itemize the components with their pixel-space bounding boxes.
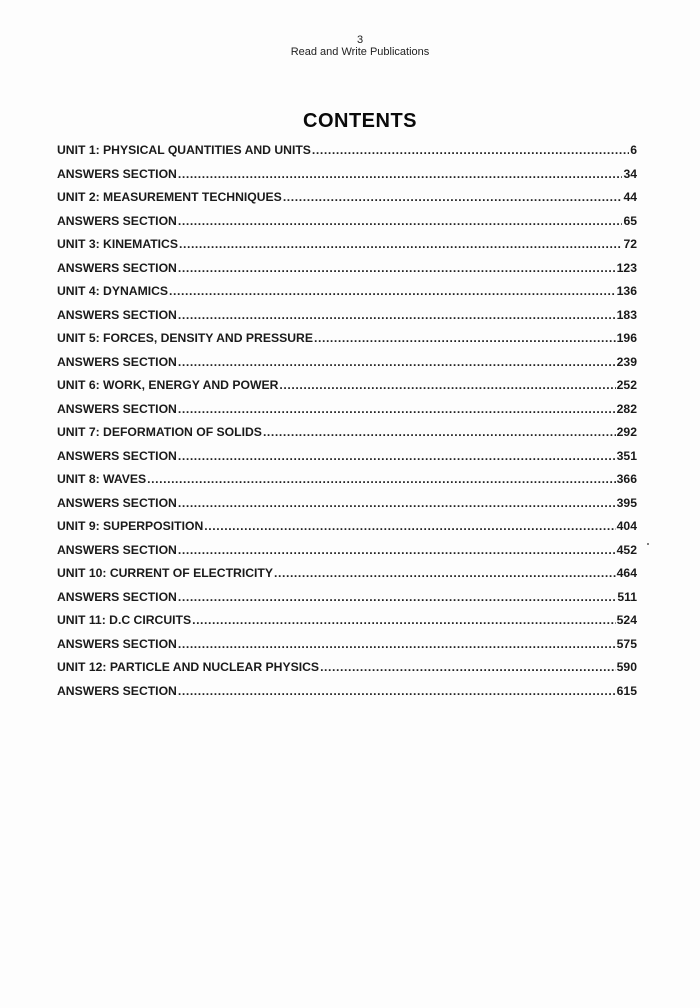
dot-leader xyxy=(312,143,629,157)
table-of-contents xyxy=(57,143,637,707)
toc-entry-label: UNIT 6: WORK, ENERGY AND POWER xyxy=(57,378,279,392)
publisher-header: Read and Write Publications xyxy=(290,46,430,58)
toc-entry-label: ANSWERS SECTION xyxy=(57,683,177,698)
toc-entry-page: 65 xyxy=(623,213,637,228)
dot-leader xyxy=(178,214,623,228)
toc-entry-label: ANSWERS SECTION xyxy=(57,495,177,510)
toc-entry-page: 123 xyxy=(616,260,637,275)
dot-leader xyxy=(178,402,616,416)
toc-entry-label: UNIT 4: DYNAMICS xyxy=(57,284,169,298)
toc-entry-label: ANSWERS SECTION xyxy=(57,448,177,463)
toc-entry-page: 366 xyxy=(616,472,637,486)
toc-entry-page: 464 xyxy=(616,566,637,580)
toc-entry[interactable] xyxy=(57,402,637,426)
toc-entry-page: 404 xyxy=(616,519,637,533)
toc-entry-label: UNIT 12: PARTICLE AND NUCLEAR PHYSICS xyxy=(57,660,320,674)
toc-entry[interactable] xyxy=(57,261,637,285)
toc-entry-label: UNIT 10: CURRENT OF ELECTRICITY xyxy=(57,566,273,580)
toc-entry[interactable] xyxy=(57,214,637,238)
toc-entry[interactable] xyxy=(57,613,637,637)
toc-entry[interactable] xyxy=(57,566,637,590)
dot-leader xyxy=(178,590,616,604)
toc-entry[interactable] xyxy=(57,167,637,191)
dot-leader xyxy=(263,425,616,439)
toc-entry-label: UNIT 5: FORCES, DENSITY AND PRESSURE xyxy=(57,331,313,345)
toc-entry-page: 395 xyxy=(616,495,637,510)
dot-leader xyxy=(179,237,622,251)
toc-entry-label: ANSWERS SECTION xyxy=(57,213,177,228)
dot-leader xyxy=(147,472,616,486)
dot-leader xyxy=(178,543,616,557)
toc-entry[interactable] xyxy=(57,449,637,473)
toc-entry[interactable] xyxy=(57,637,637,661)
toc-entry-label: ANSWERS SECTION xyxy=(57,260,177,275)
dot-leader xyxy=(178,167,623,181)
toc-entry[interactable] xyxy=(57,590,637,614)
toc-entry-page: 136 xyxy=(616,284,637,298)
toc-entry[interactable] xyxy=(57,308,637,332)
toc-entry-page: 72 xyxy=(623,237,637,251)
dot-leader xyxy=(274,566,616,580)
toc-entry[interactable] xyxy=(57,355,637,379)
dot-leader xyxy=(178,637,616,651)
toc-entry[interactable] xyxy=(57,519,637,543)
dot-leader xyxy=(178,355,616,369)
dot-leader xyxy=(178,261,616,275)
toc-entry-page: 524 xyxy=(616,613,637,627)
toc-entry-label: ANSWERS SECTION xyxy=(57,307,177,322)
dot-leader xyxy=(204,519,615,533)
toc-entry-page: 252 xyxy=(616,378,637,392)
toc-entry-page: 183 xyxy=(616,307,637,322)
toc-entry[interactable] xyxy=(57,331,637,355)
toc-entry[interactable] xyxy=(57,143,637,167)
toc-entry-page: 6 xyxy=(630,143,637,157)
dot-leader xyxy=(178,449,616,463)
toc-entry-label: UNIT 3: KINEMATICS xyxy=(57,237,178,251)
toc-entry-label: ANSWERS SECTION xyxy=(57,636,177,651)
toc-entry-label: ANSWERS SECTION xyxy=(57,542,177,557)
toc-entry-label: UNIT 7: DEFORMATION OF SOLIDS xyxy=(57,425,262,439)
toc-entry-label: ANSWERS SECTION xyxy=(57,354,177,369)
dot-leader xyxy=(192,613,616,627)
toc-entry-page: 351 xyxy=(616,448,637,463)
page-title: CONTENTS xyxy=(303,110,417,132)
dot-leader xyxy=(169,284,616,298)
dot-leader xyxy=(320,660,616,674)
toc-entry[interactable] xyxy=(57,284,637,308)
dot-leader xyxy=(279,378,615,392)
dot-leader xyxy=(314,331,616,345)
toc-entry-page: 34 xyxy=(623,166,637,181)
toc-entry-label: UNIT 8: WAVES xyxy=(57,472,147,486)
toc-entry-page: 615 xyxy=(616,683,637,698)
toc-entry[interactable] xyxy=(57,425,637,449)
toc-entry-label: UNIT 9: SUPERPOSITION xyxy=(57,519,204,533)
toc-entry-page: 282 xyxy=(616,401,637,416)
toc-entry-page: 575 xyxy=(616,636,637,651)
toc-entry-page: 44 xyxy=(623,190,637,204)
toc-entry[interactable] xyxy=(57,684,637,708)
toc-entry[interactable] xyxy=(57,543,637,567)
toc-entry-page: 452 xyxy=(616,542,637,557)
dot-leader xyxy=(178,308,616,322)
toc-entry-page: 292 xyxy=(616,425,637,439)
toc-entry-page: 196 xyxy=(616,331,637,345)
dot-leader xyxy=(283,190,623,204)
toc-entry-label: UNIT 2: MEASUREMENT TECHNIQUES xyxy=(57,190,282,204)
toc-entry[interactable] xyxy=(57,496,637,520)
toc-entry[interactable] xyxy=(57,660,637,684)
toc-entry[interactable] xyxy=(57,237,637,261)
toc-entry-page: 239 xyxy=(616,354,637,369)
toc-entry-label: ANSWERS SECTION xyxy=(57,401,177,416)
toc-entry-label: UNIT 11: D.C CIRCUITS xyxy=(57,613,192,627)
toc-entry[interactable] xyxy=(57,378,637,402)
toc-entry-label: UNIT 1: PHYSICAL QUANTITIES AND UNITS xyxy=(57,143,311,157)
toc-entry-label: ANSWERS SECTION xyxy=(57,166,177,181)
toc-entry-page: 590 xyxy=(616,660,637,674)
toc-entry[interactable] xyxy=(57,190,637,214)
toc-entry-page: 511 xyxy=(617,589,637,604)
toc-entry[interactable] xyxy=(57,472,637,496)
dot-leader xyxy=(178,684,616,698)
page-number: 3 xyxy=(356,34,364,46)
dot-leader xyxy=(178,496,616,510)
toc-entry-label: ANSWERS SECTION xyxy=(57,589,177,604)
scan-speck xyxy=(647,543,649,545)
